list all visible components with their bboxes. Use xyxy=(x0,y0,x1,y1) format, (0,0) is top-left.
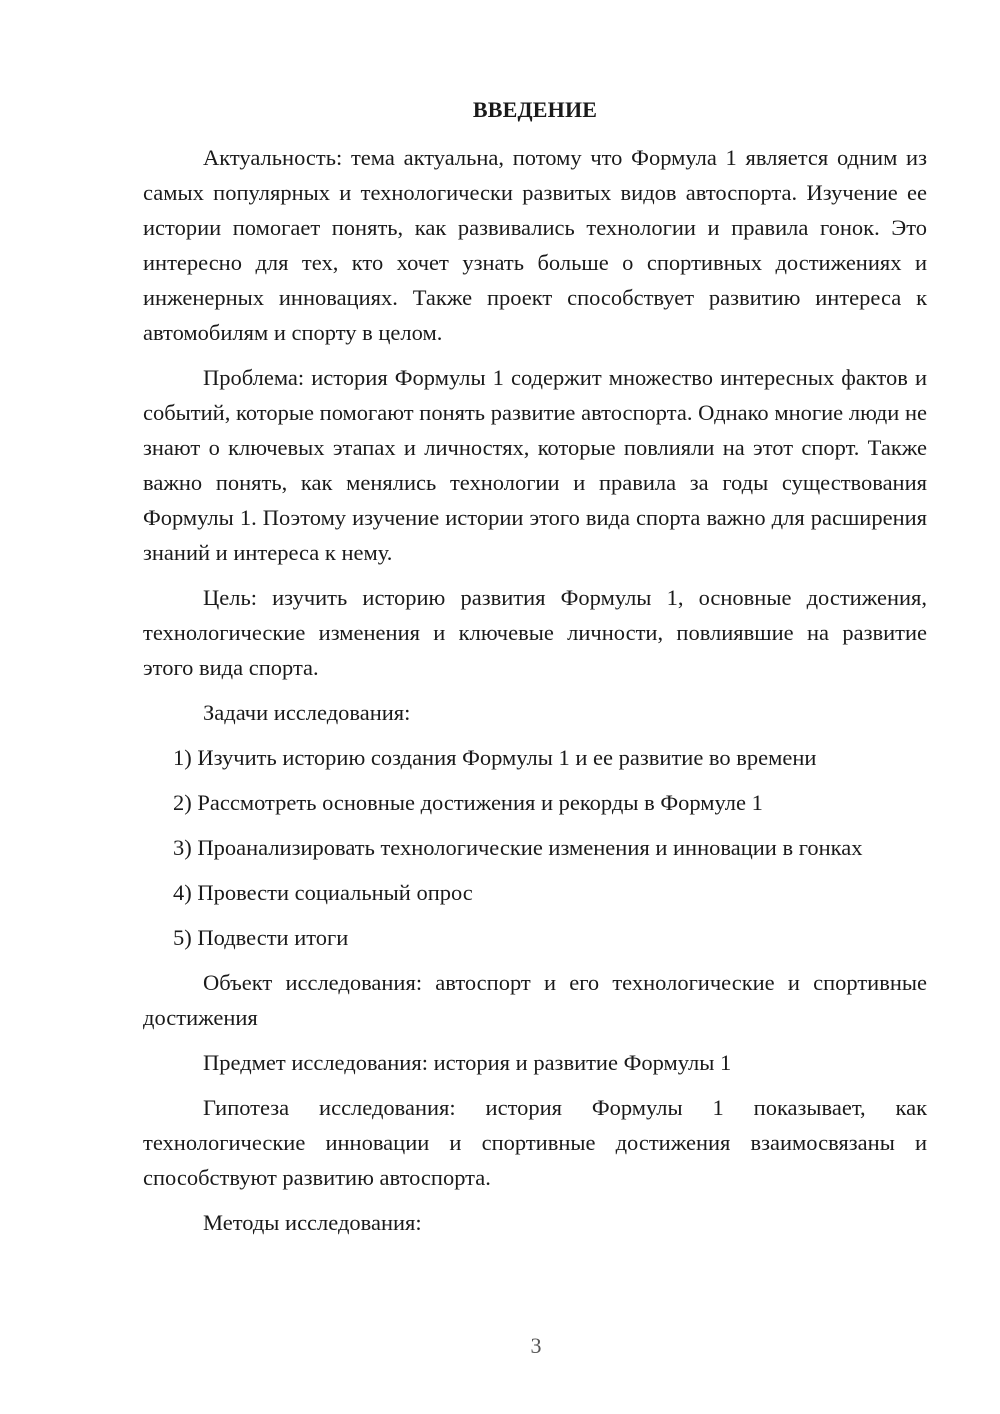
methods-title: Методы исследования: xyxy=(203,1210,422,1235)
paragraph-goal: Цель: изучить историю развития Формулы 1, основные достижения, технологические изменения и ключевые личности, повлиявшие на развитие этого вида спорта. xyxy=(143,585,927,680)
task-item-4: 4) Провести социальный опрос xyxy=(173,880,473,905)
paragraph-relevance: Актуальность: тема актуальна, потому что Формула 1 является одним из самых популярных и технологически развитых видов автоспорта. Изучение ее истории помогает понять, как развивались технологии и правила гонок. Это интересно для тех, кто хочет узнать больше о спортивных достижениях и инженерных инновациях. Также проект способствует развитию интереса к автомобилям и спорту в целом. xyxy=(143,145,927,345)
task-item-1: 1) Изучить историю создания Формулы 1 и ее развитие во времени xyxy=(173,745,817,770)
task-item-5: 5) Подвести итоги xyxy=(173,925,349,950)
page-body xyxy=(143,92,927,1250)
task-item-3: 3) Проанализировать технологические изменения и инновации в гонках xyxy=(173,835,863,860)
paragraph-problem: Проблема: история Формулы 1 содержит множество интересных фактов и событий, которые помогают понять развитие автоспорта. Однако многие люди не знают о ключевых этапах и личностях, которые повлияли на этот спорт. Также важно понять, как менялись технологии и правила за годы существования Формулы 1. Поэтому изучение истории этого вида спорта важно для расширения знаний и интереса к нему. xyxy=(143,365,927,565)
section-heading: ВВЕДЕНИЕ xyxy=(472,97,598,122)
paragraph-subject: Предмет исследования: история и развитие Формулы 1 xyxy=(203,1050,732,1075)
paragraph-object: Объект исследования: автоспорт и его технологические и спортивные достижения xyxy=(143,970,927,1030)
page-number: 3 xyxy=(530,1333,542,1358)
paragraph-hypothesis: Гипотеза исследования: история Формулы 1 показывает, как технологические инновации и спортивные достижения взаимосвязаны и способствуют развитию автоспорта. xyxy=(143,1095,927,1190)
tasks-title: Задачи исследования: xyxy=(203,700,411,725)
task-item-2: 2) Рассмотреть основные достижения и рекорды в Формуле 1 xyxy=(173,790,763,815)
